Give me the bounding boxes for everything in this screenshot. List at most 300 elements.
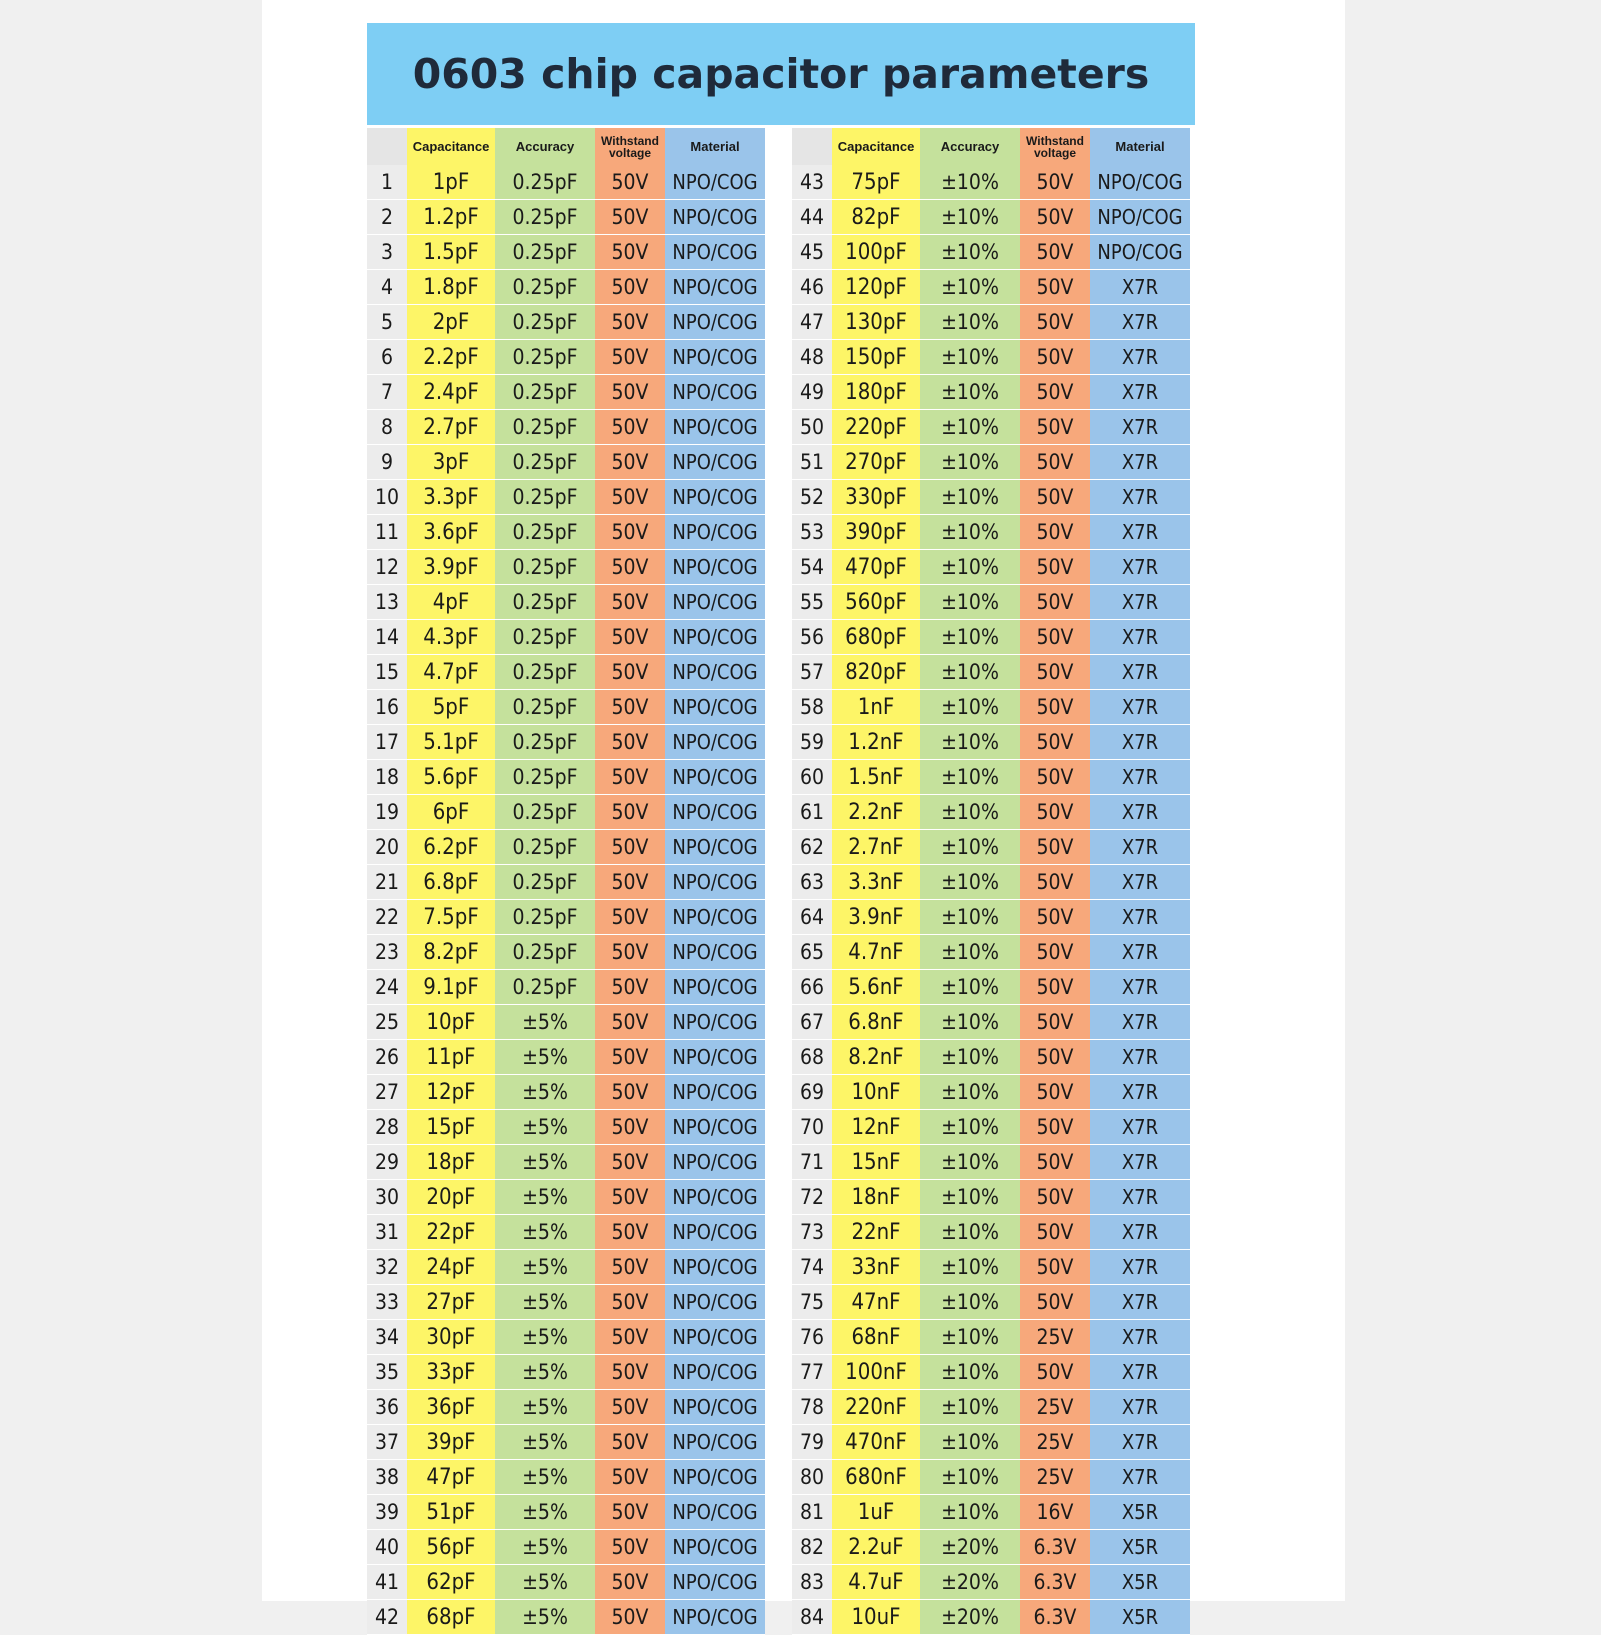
accuracy-cell: ±10% — [920, 480, 1020, 515]
row-index: 27 — [367, 1075, 407, 1110]
accuracy-cell: ±5% — [495, 1145, 595, 1180]
voltage-cell: 50V — [1020, 1215, 1090, 1250]
table-row — [792, 865, 1190, 900]
table-row — [367, 1005, 765, 1040]
capacitance-cell: 680nF — [832, 1460, 920, 1495]
capacitance-cell: 390pF — [832, 515, 920, 550]
voltage-cell: 50V — [1020, 165, 1090, 200]
header-accuracy: Accuracy — [495, 128, 595, 165]
material-cell: NPO/COG — [665, 1320, 765, 1355]
capacitance-cell: 2.7pF — [407, 410, 495, 445]
row-index: 45 — [792, 235, 832, 270]
capacitance-cell: 20pF — [407, 1180, 495, 1215]
material-cell: X7R — [1090, 690, 1190, 725]
voltage-cell: 50V — [595, 340, 665, 375]
accuracy-cell: ±5% — [495, 1390, 595, 1425]
capacitance-cell: 68nF — [832, 1320, 920, 1355]
accuracy-cell: 0.25pF — [495, 970, 595, 1005]
capacitance-cell: 6.8nF — [832, 1005, 920, 1040]
row-index: 26 — [367, 1040, 407, 1075]
material-cell: NPO/COG — [665, 305, 765, 340]
row-index: 58 — [792, 690, 832, 725]
row-index: 12 — [367, 550, 407, 585]
capacitance-cell: 3.9pF — [407, 550, 495, 585]
material-cell: X7R — [1090, 340, 1190, 375]
table-row — [367, 305, 765, 340]
voltage-cell: 50V — [595, 900, 665, 935]
voltage-cell: 50V — [595, 1530, 665, 1565]
accuracy-cell: 0.25pF — [495, 550, 595, 585]
accuracy-cell: ±10% — [920, 725, 1020, 760]
row-index: 9 — [367, 445, 407, 480]
table-row — [367, 165, 765, 200]
voltage-cell: 50V — [595, 1460, 665, 1495]
row-index: 66 — [792, 970, 832, 1005]
table-row — [367, 865, 765, 900]
capacitance-cell: 1.2pF — [407, 200, 495, 235]
material-cell: NPO/COG — [665, 235, 765, 270]
table-row — [367, 1285, 765, 1320]
row-index: 11 — [367, 515, 407, 550]
table-row — [792, 1320, 1190, 1355]
table-row — [367, 795, 765, 830]
capacitance-cell: 560pF — [832, 585, 920, 620]
capacitance-cell: 6.8pF — [407, 865, 495, 900]
material-cell: NPO/COG — [665, 690, 765, 725]
capacitance-cell: 47pF — [407, 1460, 495, 1495]
row-index: 46 — [792, 270, 832, 305]
accuracy-cell: 0.25pF — [495, 760, 595, 795]
voltage-cell: 50V — [595, 795, 665, 830]
accuracy-cell: 0.25pF — [495, 340, 595, 375]
voltage-cell: 50V — [1020, 550, 1090, 585]
row-index: 69 — [792, 1075, 832, 1110]
capacitance-cell: 4.3pF — [407, 620, 495, 655]
accuracy-cell: ±10% — [920, 340, 1020, 375]
row-index: 70 — [792, 1110, 832, 1145]
voltage-cell: 50V — [595, 235, 665, 270]
table-row — [792, 900, 1190, 935]
row-index: 10 — [367, 480, 407, 515]
accuracy-cell: ±10% — [920, 1355, 1020, 1390]
capacitance-cell: 130pF — [832, 305, 920, 340]
accuracy-cell: ±10% — [920, 690, 1020, 725]
capacitance-cell: 470nF — [832, 1425, 920, 1460]
table-row — [792, 830, 1190, 865]
table-row — [792, 970, 1190, 1005]
table-row — [792, 1600, 1190, 1635]
table-row — [792, 1110, 1190, 1145]
row-index: 77 — [792, 1355, 832, 1390]
voltage-cell: 50V — [595, 830, 665, 865]
table-row — [367, 375, 765, 410]
header-material: Material — [665, 128, 765, 165]
accuracy-cell: ±10% — [920, 935, 1020, 970]
table-row — [792, 305, 1190, 340]
row-index: 13 — [367, 585, 407, 620]
table-row — [367, 1495, 765, 1530]
material-cell: X7R — [1090, 1215, 1190, 1250]
accuracy-cell: ±5% — [495, 1215, 595, 1250]
capacitance-cell: 5.1pF — [407, 725, 495, 760]
voltage-cell: 50V — [1020, 1005, 1090, 1040]
table-row — [792, 1425, 1190, 1460]
voltage-cell: 50V — [595, 725, 665, 760]
capacitance-cell: 120pF — [832, 270, 920, 305]
row-index: 29 — [367, 1145, 407, 1180]
voltage-cell: 50V — [1020, 690, 1090, 725]
material-cell: X7R — [1090, 1145, 1190, 1180]
row-index: 52 — [792, 480, 832, 515]
material-cell: X7R — [1090, 1250, 1190, 1285]
accuracy-cell: 0.25pF — [495, 270, 595, 305]
capacitance-cell: 62pF — [407, 1565, 495, 1600]
material-cell: X7R — [1090, 1180, 1190, 1215]
material-cell: X7R — [1090, 445, 1190, 480]
capacitance-cell: 330pF — [832, 480, 920, 515]
table-row — [367, 725, 765, 760]
row-index: 42 — [367, 1600, 407, 1635]
accuracy-cell: ±10% — [920, 1145, 1020, 1180]
header-index — [792, 128, 832, 165]
accuracy-cell: 0.25pF — [495, 305, 595, 340]
capacitance-cell: 180pF — [832, 375, 920, 410]
material-cell: NPO/COG — [665, 1600, 765, 1635]
accuracy-cell: ±5% — [495, 1320, 595, 1355]
accuracy-cell: ±10% — [920, 1460, 1020, 1495]
table-row — [792, 725, 1190, 760]
material-cell: NPO/COG — [665, 900, 765, 935]
table-row — [367, 1530, 765, 1565]
capacitance-cell: 18pF — [407, 1145, 495, 1180]
row-index: 3 — [367, 235, 407, 270]
voltage-cell: 50V — [595, 1425, 665, 1460]
row-index: 76 — [792, 1320, 832, 1355]
capacitance-cell: 10uF — [832, 1600, 920, 1635]
row-index: 30 — [367, 1180, 407, 1215]
table-row — [367, 1075, 765, 1110]
row-index: 31 — [367, 1215, 407, 1250]
material-cell: NPO/COG — [665, 1390, 765, 1425]
capacitance-cell: 39pF — [407, 1425, 495, 1460]
voltage-cell: 50V — [595, 585, 665, 620]
voltage-cell: 6.3V — [1020, 1600, 1090, 1635]
voltage-cell: 50V — [1020, 375, 1090, 410]
capacitance-cell: 10nF — [832, 1075, 920, 1110]
row-index: 17 — [367, 725, 407, 760]
table-row — [792, 480, 1190, 515]
material-cell: NPO/COG — [665, 725, 765, 760]
accuracy-cell: ±10% — [920, 900, 1020, 935]
table-row — [367, 1180, 765, 1215]
table-row — [792, 620, 1190, 655]
material-cell: X7R — [1090, 795, 1190, 830]
material-cell: NPO/COG — [665, 1075, 765, 1110]
material-cell: X7R — [1090, 1110, 1190, 1145]
row-index: 6 — [367, 340, 407, 375]
accuracy-cell: ±5% — [495, 1530, 595, 1565]
table-row — [792, 935, 1190, 970]
row-index: 64 — [792, 900, 832, 935]
table-row — [367, 1250, 765, 1285]
capacitance-cell: 33nF — [832, 1250, 920, 1285]
capacitance-cell: 6.2pF — [407, 830, 495, 865]
capacitance-cell: 100pF — [832, 235, 920, 270]
table-row — [792, 1180, 1190, 1215]
accuracy-cell: 0.25pF — [495, 235, 595, 270]
voltage-cell: 50V — [595, 1390, 665, 1425]
capacitance-cell: 22nF — [832, 1215, 920, 1250]
material-cell: NPO/COG — [665, 1250, 765, 1285]
capacitance-cell: 3.3pF — [407, 480, 495, 515]
accuracy-cell: ±10% — [920, 1005, 1020, 1040]
accuracy-cell: ±5% — [495, 1075, 595, 1110]
row-index: 43 — [792, 165, 832, 200]
row-index: 61 — [792, 795, 832, 830]
accuracy-cell: ±5% — [495, 1425, 595, 1460]
row-index: 34 — [367, 1320, 407, 1355]
voltage-cell: 50V — [595, 1355, 665, 1390]
capacitance-cell: 22pF — [407, 1215, 495, 1250]
voltage-cell: 50V — [595, 200, 665, 235]
material-cell: NPO/COG — [665, 445, 765, 480]
voltage-cell: 25V — [1020, 1320, 1090, 1355]
material-cell: X7R — [1090, 585, 1190, 620]
voltage-cell: 50V — [1020, 760, 1090, 795]
material-cell: NPO/COG — [665, 515, 765, 550]
row-index: 56 — [792, 620, 832, 655]
capacitance-cell: 8.2nF — [832, 1040, 920, 1075]
material-cell: NPO/COG — [665, 970, 765, 1005]
voltage-cell: 25V — [1020, 1390, 1090, 1425]
material-cell: X7R — [1090, 760, 1190, 795]
row-index: 4 — [367, 270, 407, 305]
voltage-cell: 25V — [1020, 1460, 1090, 1495]
material-cell: X7R — [1090, 270, 1190, 305]
voltage-cell: 50V — [1020, 1180, 1090, 1215]
voltage-cell: 50V — [595, 620, 665, 655]
table-row — [367, 550, 765, 585]
capacitance-cell: 10pF — [407, 1005, 495, 1040]
accuracy-cell: ±10% — [920, 165, 1020, 200]
capacitance-cell: 24pF — [407, 1250, 495, 1285]
row-index: 54 — [792, 550, 832, 585]
header-voltage-line1: Withstand — [601, 133, 659, 148]
row-index: 80 — [792, 1460, 832, 1495]
table-row — [367, 515, 765, 550]
voltage-cell: 50V — [1020, 1145, 1090, 1180]
capacitance-cell: 2.4pF — [407, 375, 495, 410]
capacitance-cell: 1.5nF — [832, 760, 920, 795]
material-cell: X7R — [1090, 550, 1190, 585]
voltage-cell: 50V — [595, 1075, 665, 1110]
table-row — [367, 1110, 765, 1145]
voltage-cell: 50V — [595, 655, 665, 690]
table-row — [792, 1285, 1190, 1320]
row-index: 49 — [792, 375, 832, 410]
capacitance-cell: 47nF — [832, 1285, 920, 1320]
accuracy-cell: ±5% — [495, 1460, 595, 1495]
row-index: 32 — [367, 1250, 407, 1285]
accuracy-cell: ±10% — [920, 1495, 1020, 1530]
row-index: 36 — [367, 1390, 407, 1425]
voltage-cell: 50V — [595, 550, 665, 585]
material-cell: X7R — [1090, 375, 1190, 410]
row-index: 73 — [792, 1215, 832, 1250]
voltage-cell: 50V — [595, 410, 665, 445]
table-row — [792, 1460, 1190, 1495]
table-row — [367, 1040, 765, 1075]
capacitance-cell: 56pF — [407, 1530, 495, 1565]
row-index: 21 — [367, 865, 407, 900]
accuracy-cell: 0.25pF — [495, 830, 595, 865]
accuracy-cell: 0.25pF — [495, 585, 595, 620]
material-cell: NPO/COG — [665, 1110, 765, 1145]
voltage-cell: 50V — [595, 1180, 665, 1215]
accuracy-cell: ±5% — [495, 1250, 595, 1285]
voltage-cell: 50V — [595, 1110, 665, 1145]
row-index: 57 — [792, 655, 832, 690]
accuracy-cell: 0.25pF — [495, 935, 595, 970]
material-cell: NPO/COG — [665, 165, 765, 200]
row-index: 51 — [792, 445, 832, 480]
voltage-cell: 50V — [1020, 655, 1090, 690]
voltage-cell: 50V — [595, 1495, 665, 1530]
table-row — [792, 1390, 1190, 1425]
capacitance-cell: 33pF — [407, 1355, 495, 1390]
capacitance-cell: 3.9nF — [832, 900, 920, 935]
table-row — [792, 1355, 1190, 1390]
accuracy-cell: ±10% — [920, 1425, 1020, 1460]
voltage-cell: 50V — [595, 1565, 665, 1600]
header-voltage — [1020, 128, 1090, 165]
accuracy-cell: ±5% — [495, 1355, 595, 1390]
accuracy-cell: ±10% — [920, 1320, 1020, 1355]
material-cell: NPO/COG — [665, 480, 765, 515]
row-index: 74 — [792, 1250, 832, 1285]
capacitor-table-right — [792, 128, 1190, 1635]
accuracy-cell: ±10% — [920, 270, 1020, 305]
material-cell: X7R — [1090, 970, 1190, 1005]
table-header-row — [367, 128, 765, 165]
table-row — [367, 1215, 765, 1250]
accuracy-cell: 0.25pF — [495, 690, 595, 725]
table-row — [367, 585, 765, 620]
row-index: 8 — [367, 410, 407, 445]
accuracy-cell: ±10% — [920, 200, 1020, 235]
material-cell: X7R — [1090, 1005, 1190, 1040]
voltage-cell: 50V — [1020, 970, 1090, 1005]
accuracy-cell: ±5% — [495, 1110, 595, 1145]
capacitance-cell: 2.2nF — [832, 795, 920, 830]
voltage-cell: 50V — [1020, 515, 1090, 550]
table-row — [367, 935, 765, 970]
accuracy-cell: ±10% — [920, 760, 1020, 795]
table-row — [367, 480, 765, 515]
voltage-cell: 50V — [595, 1005, 665, 1040]
material-cell: X7R — [1090, 1285, 1190, 1320]
table-row — [792, 410, 1190, 445]
material-cell: X7R — [1090, 1075, 1190, 1110]
table-row — [792, 760, 1190, 795]
table-row — [792, 1145, 1190, 1180]
table-row — [792, 445, 1190, 480]
capacitance-cell: 2.7nF — [832, 830, 920, 865]
material-cell: NPO/COG — [665, 1180, 765, 1215]
capacitance-cell: 4pF — [407, 585, 495, 620]
capacitance-cell: 9.1pF — [407, 970, 495, 1005]
material-cell: X7R — [1090, 480, 1190, 515]
accuracy-cell: 0.25pF — [495, 655, 595, 690]
row-index: 48 — [792, 340, 832, 375]
table-row — [367, 1565, 765, 1600]
row-index: 82 — [792, 1530, 832, 1565]
capacitance-cell: 1nF — [832, 690, 920, 725]
capacitance-cell: 11pF — [407, 1040, 495, 1075]
voltage-cell: 50V — [1020, 900, 1090, 935]
table-row — [367, 445, 765, 480]
table-row — [367, 410, 765, 445]
capacitance-cell: 470pF — [832, 550, 920, 585]
capacitance-cell: 150pF — [832, 340, 920, 375]
accuracy-cell: 0.25pF — [495, 375, 595, 410]
table-row — [792, 1250, 1190, 1285]
capacitance-cell: 4.7uF — [832, 1565, 920, 1600]
accuracy-cell: ±10% — [920, 515, 1020, 550]
accuracy-cell: ±5% — [495, 1565, 595, 1600]
header-accuracy: Accuracy — [920, 128, 1020, 165]
accuracy-cell: ±10% — [920, 830, 1020, 865]
accuracy-cell: ±5% — [495, 1040, 595, 1075]
row-index: 14 — [367, 620, 407, 655]
table-row — [792, 1530, 1190, 1565]
capacitance-cell: 4.7nF — [832, 935, 920, 970]
material-cell: NPO/COG — [665, 270, 765, 305]
capacitance-cell: 2.2uF — [832, 1530, 920, 1565]
capacitance-cell: 7.5pF — [407, 900, 495, 935]
header-voltage-line2: voltage — [1033, 145, 1076, 160]
material-cell: X5R — [1090, 1495, 1190, 1530]
capacitance-cell: 8.2pF — [407, 935, 495, 970]
material-cell: X5R — [1090, 1565, 1190, 1600]
voltage-cell: 50V — [1020, 270, 1090, 305]
material-cell: X7R — [1090, 1425, 1190, 1460]
row-index: 75 — [792, 1285, 832, 1320]
voltage-cell: 50V — [1020, 585, 1090, 620]
row-index: 35 — [367, 1355, 407, 1390]
row-index: 47 — [792, 305, 832, 340]
material-cell: X7R — [1090, 1355, 1190, 1390]
voltage-cell: 50V — [595, 480, 665, 515]
material-cell: X5R — [1090, 1530, 1190, 1565]
capacitance-cell: 2.2pF — [407, 340, 495, 375]
material-cell: NPO/COG — [1090, 165, 1190, 200]
table-row — [367, 830, 765, 865]
voltage-cell: 50V — [1020, 305, 1090, 340]
table-header-row — [792, 128, 1190, 165]
material-cell: NPO/COG — [665, 1355, 765, 1390]
accuracy-cell: ±10% — [920, 375, 1020, 410]
table-row — [792, 200, 1190, 235]
voltage-cell: 50V — [1020, 200, 1090, 235]
material-cell: NPO/COG — [665, 865, 765, 900]
table-row — [792, 375, 1190, 410]
capacitance-cell: 2pF — [407, 305, 495, 340]
material-cell: NPO/COG — [665, 1285, 765, 1320]
material-cell: NPO/COG — [665, 1425, 765, 1460]
table-row — [367, 1460, 765, 1495]
voltage-cell: 50V — [595, 305, 665, 340]
